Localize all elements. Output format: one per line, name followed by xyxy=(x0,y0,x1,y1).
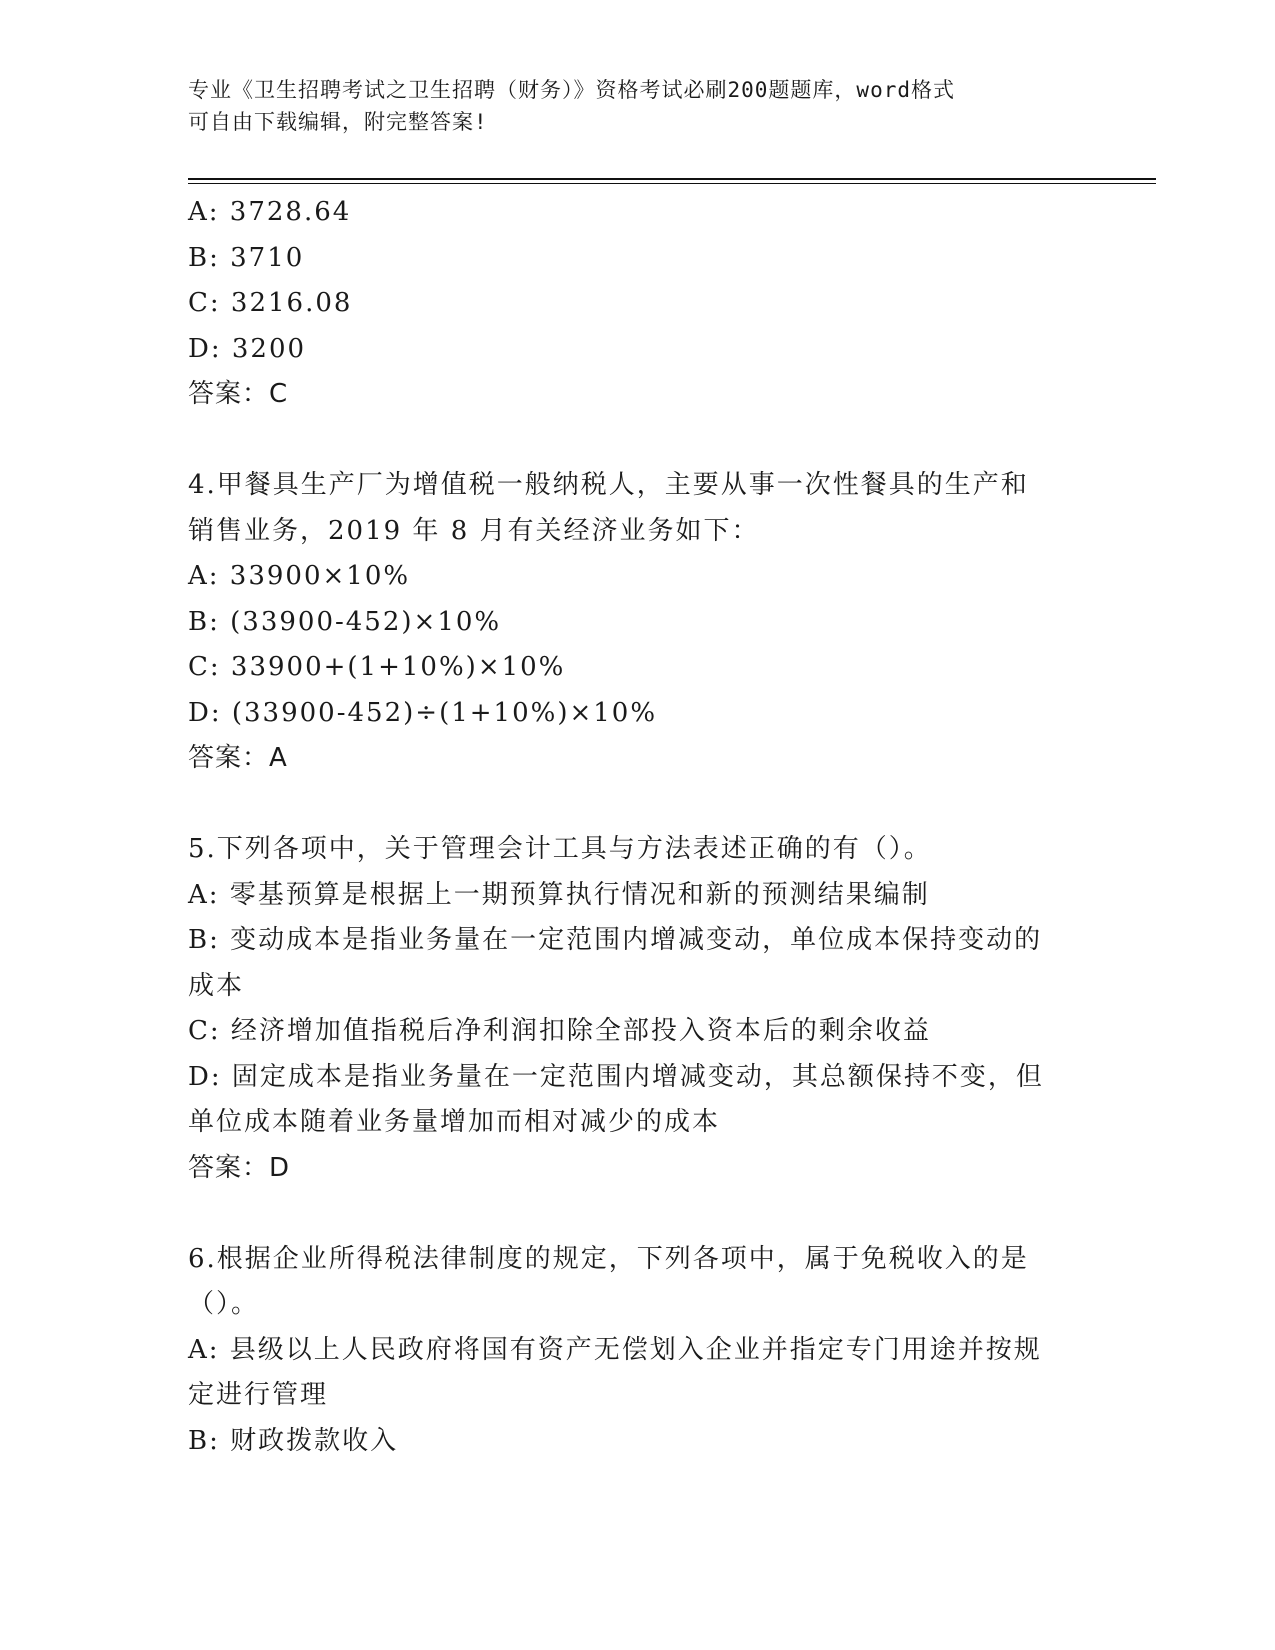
question-stem: 6.根据企业所得税法律制度的规定，下列各项中，属于免税收入的是 xyxy=(188,1243,1029,1274)
header-divider-thin xyxy=(188,183,1156,184)
option-a: A: 县级以上人民政府将国有资产无偿划入企业并指定专门用途并按规 xyxy=(188,1334,1042,1365)
spacer xyxy=(188,1191,1088,1237)
question-stem-continued: 销售业务，2019 年 8 月有关经济业务如下： xyxy=(188,515,760,546)
option-a: A: 零基预算是根据上一期预算执行情况和新的预测结果编制 xyxy=(188,879,930,910)
option-d: D: (33900-452)÷(1+10%)×10% xyxy=(188,697,658,728)
answer-line: 答案：A xyxy=(188,743,288,773)
document-header xyxy=(188,74,1088,138)
question-stem: 5.下列各项中，关于管理会计工具与方法表述正确的有（）。 xyxy=(188,834,932,864)
question-4-block xyxy=(188,463,1088,782)
option-a: A: 3728.64 xyxy=(188,197,352,227)
option-c: C: 33900+(1+10%)×10% xyxy=(188,652,566,682)
option-c: C: 3216.08 xyxy=(188,288,353,318)
question-stem-continued: （）。 xyxy=(188,1289,260,1319)
header-line-1: 专业《卫生招聘考试之卫生招聘（财务）》资格考试必刷200题题库，word格式 xyxy=(188,78,955,102)
option-b-continued: 成本 xyxy=(188,970,245,1001)
question-3-block xyxy=(188,190,1088,418)
option-a: A: 33900×10% xyxy=(188,561,411,591)
option-b: B: (33900-452)×10% xyxy=(188,606,502,637)
answer-line: 答案：D xyxy=(188,1152,291,1183)
option-d: D: 3200 xyxy=(188,333,307,364)
option-c: C: 经济增加值指税后净利润扣除全部投入资本后的剩余收益 xyxy=(188,1016,931,1046)
answer-line: 答案：C xyxy=(188,379,289,409)
option-d-continued: 单位成本随着业务量增加而相对减少的成本 xyxy=(188,1107,721,1137)
question-5-block xyxy=(188,827,1088,1191)
option-d: D: 固定成本是指业务量在一定范围内增减变动，其总额保持不变，但 xyxy=(188,1061,1044,1092)
spacer xyxy=(188,782,1088,828)
option-b: B: 变动成本是指业务量在一定范围内增减变动，单位成本保持变动的 xyxy=(188,925,1043,955)
option-b: B: 财政拨款收入 xyxy=(188,1425,399,1456)
question-content xyxy=(188,190,1088,1464)
spacer xyxy=(188,418,1088,464)
question-6-block xyxy=(188,1237,1088,1465)
option-a-continued: 定进行管理 xyxy=(188,1380,329,1410)
question-stem: 4.甲餐具生产厂为增值税一般纳税人，主要从事一次性餐具的生产和 xyxy=(188,470,1029,500)
header-line-2: 可自由下载编辑，附完整答案! xyxy=(188,110,488,134)
header-divider-thick xyxy=(188,178,1156,180)
option-b: B: 3710 xyxy=(188,242,305,273)
